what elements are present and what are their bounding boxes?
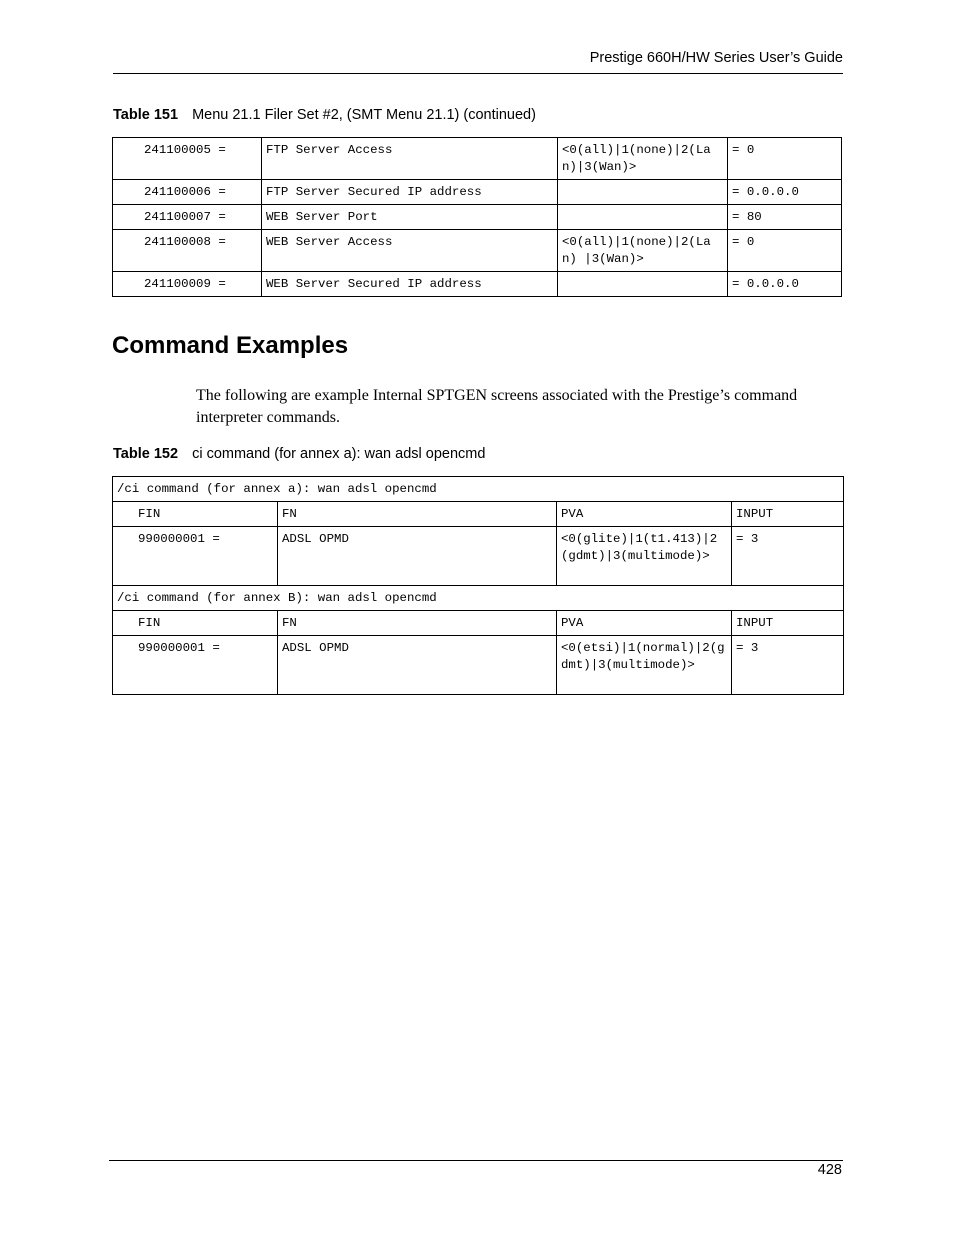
table-row xyxy=(113,230,842,272)
header-cell-input: INPUT xyxy=(732,502,844,527)
pva-cell: <0(all)|1(none)|2(Lan) |3(Wan)> xyxy=(558,230,728,272)
fin-cell: 241100009 = xyxy=(113,272,262,297)
fin-cell: 990000001 = xyxy=(113,636,278,695)
input-cell: = 0.0.0.0 xyxy=(728,272,842,297)
fn-cell: FTP Server Secured IP address xyxy=(262,180,558,205)
running-header: Prestige 660H/HW Series User’s Guide xyxy=(589,50,843,66)
input-cell: = 3 xyxy=(732,636,844,695)
command-row xyxy=(113,477,844,502)
pva-cell: <0(etsi)|1(normal)|2(gdmt)|3(multimode)> xyxy=(557,636,732,695)
table-row xyxy=(113,180,842,205)
input-cell: = 0 xyxy=(728,138,842,180)
input-cell: = 0.0.0.0 xyxy=(728,180,842,205)
header-cell-input: INPUT xyxy=(732,611,844,636)
table-151-title: Menu 21.1 Filer Set #2, (SMT Menu 21.1) (continued) xyxy=(192,107,536,123)
header-row xyxy=(113,502,844,527)
intro-paragraph: The following are example Internal SPTGEN screens associated with the Prestige’s command interpreter commands. xyxy=(196,387,798,426)
fin-cell: 990000001 = xyxy=(113,527,278,586)
header-row xyxy=(113,611,844,636)
fn-cell: WEB Server Access xyxy=(262,230,558,272)
pva-cell: <0(glite)|1(t1.413)|2(gdmt)|3(multimode)> xyxy=(557,527,732,586)
page-number: 428 xyxy=(817,1162,842,1178)
table-row xyxy=(113,272,842,297)
section-heading: Command Examples xyxy=(112,332,349,359)
fn-cell: WEB Server Secured IP address xyxy=(262,272,558,297)
input-cell: = 80 xyxy=(728,205,842,230)
pva-cell xyxy=(558,272,728,297)
footer-rule xyxy=(109,1160,843,1161)
fn-cell: FTP Server Access xyxy=(262,138,558,180)
table-152-number: Table 152 xyxy=(113,446,179,462)
table-row xyxy=(113,205,842,230)
header-cell-fn: FN xyxy=(278,611,557,636)
header-cell-fin: FIN xyxy=(113,502,278,527)
pva-cell xyxy=(558,205,728,230)
fin-cell: 241100006 = xyxy=(113,180,262,205)
table-row xyxy=(113,527,844,586)
header-rule xyxy=(113,73,843,74)
fn-cell: WEB Server Port xyxy=(262,205,558,230)
table-151-caption xyxy=(113,107,536,123)
table-152 xyxy=(112,476,844,695)
table-row xyxy=(113,636,844,695)
header-cell-fin: FIN xyxy=(113,611,278,636)
fn-cell: ADSL OPMD xyxy=(278,527,557,586)
command-cell: /ci command (for annex B): wan adsl opencmd xyxy=(113,586,844,611)
fin-cell: 241100005 = xyxy=(113,138,262,180)
fin-cell: 241100007 = xyxy=(113,205,262,230)
table-152-title: ci command (for annex a): wan adsl opencmd xyxy=(192,446,486,462)
fn-cell: ADSL OPMD xyxy=(278,636,557,695)
table-row xyxy=(113,138,842,180)
table-152-caption xyxy=(113,446,485,462)
command-row xyxy=(113,586,844,611)
fin-cell: 241100008 = xyxy=(113,230,262,272)
header-cell-pva: PVA xyxy=(557,502,732,527)
table-151-number: Table 151 xyxy=(113,107,179,123)
header-cell-pva: PVA xyxy=(557,611,732,636)
table-151 xyxy=(112,137,842,297)
command-cell: /ci command (for annex a): wan adsl opencmd xyxy=(113,477,844,502)
header-cell-fn: FN xyxy=(278,502,557,527)
pva-cell: <0(all)|1(none)|2(Lan)|3(Wan)> xyxy=(558,138,728,180)
pva-cell xyxy=(558,180,728,205)
input-cell: = 3 xyxy=(732,527,844,586)
input-cell: = 0 xyxy=(728,230,842,272)
